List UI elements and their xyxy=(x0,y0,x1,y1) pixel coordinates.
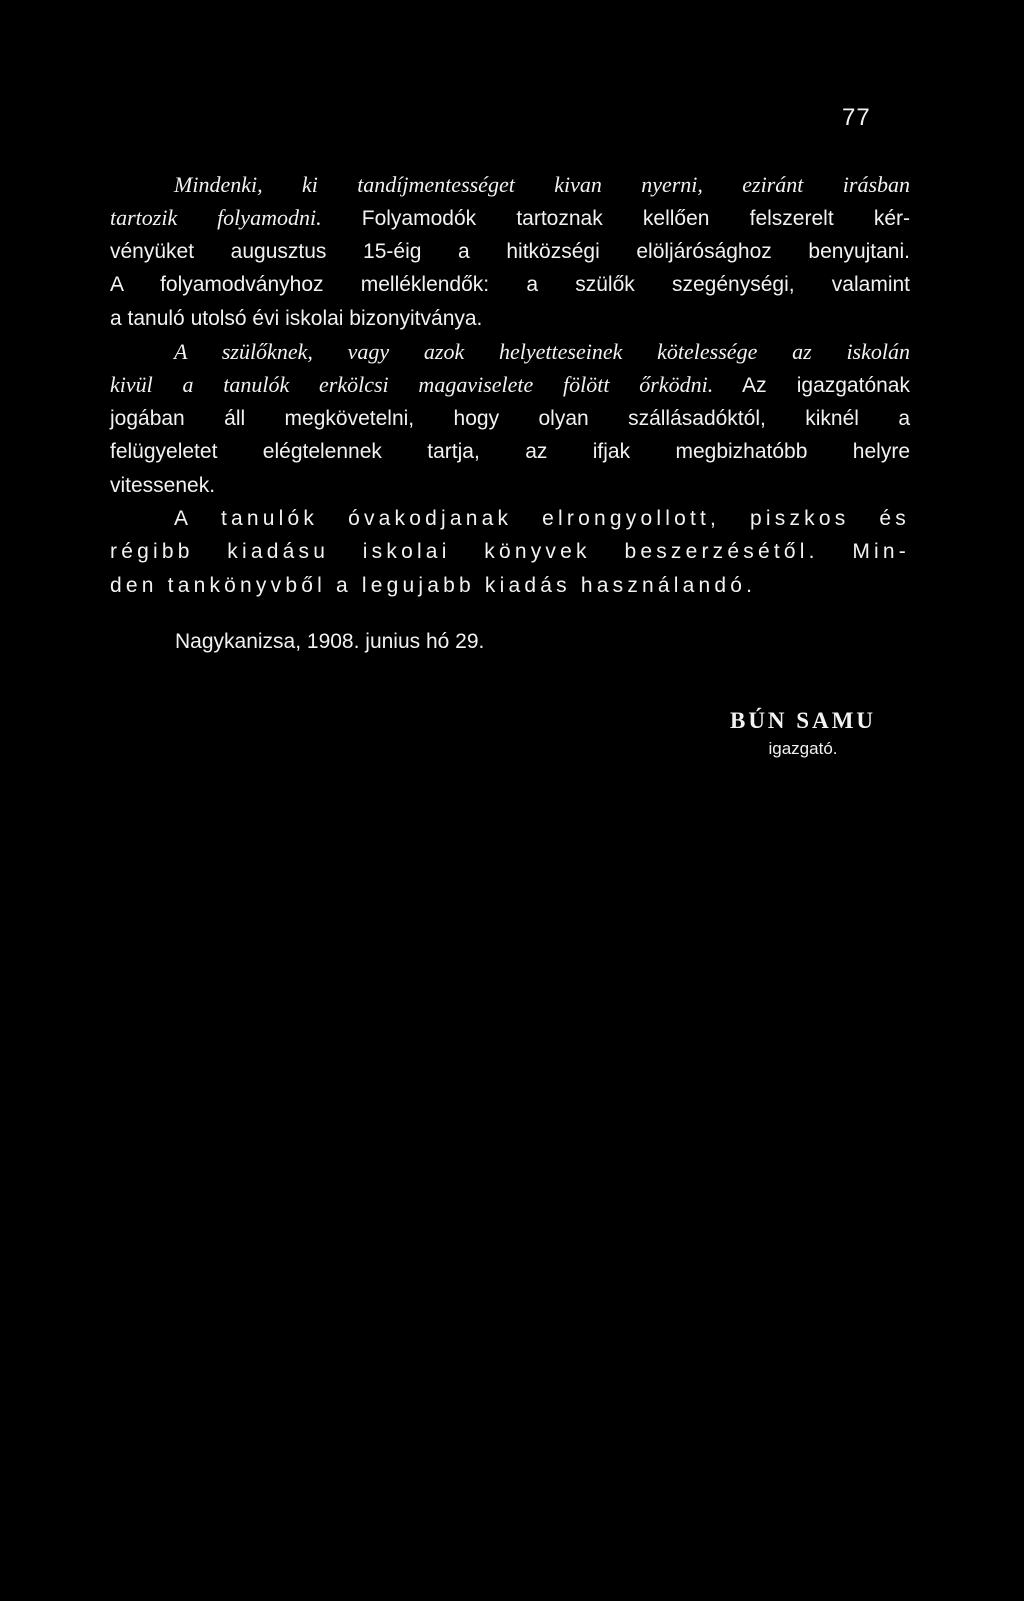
italic-phrase: tartozik folyamodni. xyxy=(110,205,322,231)
text-line: A tanulók óvakodjanak elrongyollott, piszkos és xyxy=(174,506,910,530)
signature-title: igazgató. xyxy=(768,739,838,758)
text-line xyxy=(110,201,910,234)
text-line: régibb kiadásu iskolai könyvek beszerzésétől. Min- xyxy=(110,540,910,564)
document-body xyxy=(110,168,910,602)
signature-block xyxy=(708,704,898,760)
text-line: vényüket augusztus 15-éig a hitközségi elöljárósághoz benyujtani. xyxy=(110,239,910,263)
text-line: jogában áll megkövetelni, hogy olyan szállásadóktól, kiknél a xyxy=(110,406,910,430)
text-line: vitessenek. xyxy=(110,473,216,497)
text-line xyxy=(110,368,910,401)
text-line: Mindenki, ki tandíjmentességet kivan nyerni, eziránt irásban xyxy=(174,172,910,197)
text-line: a tanuló utolsó évi iskolai bizonyitványa. xyxy=(110,306,483,330)
date-line: Nagykanizsa, 1908. junius hó 29. xyxy=(175,630,485,653)
text-line: A folyamodványhoz melléklendők: a szülők szegénységi, valamint xyxy=(110,273,910,297)
text-span: Az igazgatónak xyxy=(713,374,910,398)
signature-name: BÚN SAMU xyxy=(729,708,877,733)
italic-phrase: kivül a tanulók erkölcsi magaviselete fölött őrködni. xyxy=(110,372,714,398)
text-line: den tankönyvből a legujabb kiadás használandó. xyxy=(110,573,757,597)
text-line: A szülőknek, vagy azok helyetteseinek kötelessége az iskolán xyxy=(174,338,910,364)
text-span: Folyamodók tartoznak kellően felszerelt kér- xyxy=(321,207,911,231)
text-line: felügyeletet elégtelennek tartja, az ifjak megbizhatóbb helyre xyxy=(110,440,910,464)
page-number: 77 xyxy=(842,104,871,131)
